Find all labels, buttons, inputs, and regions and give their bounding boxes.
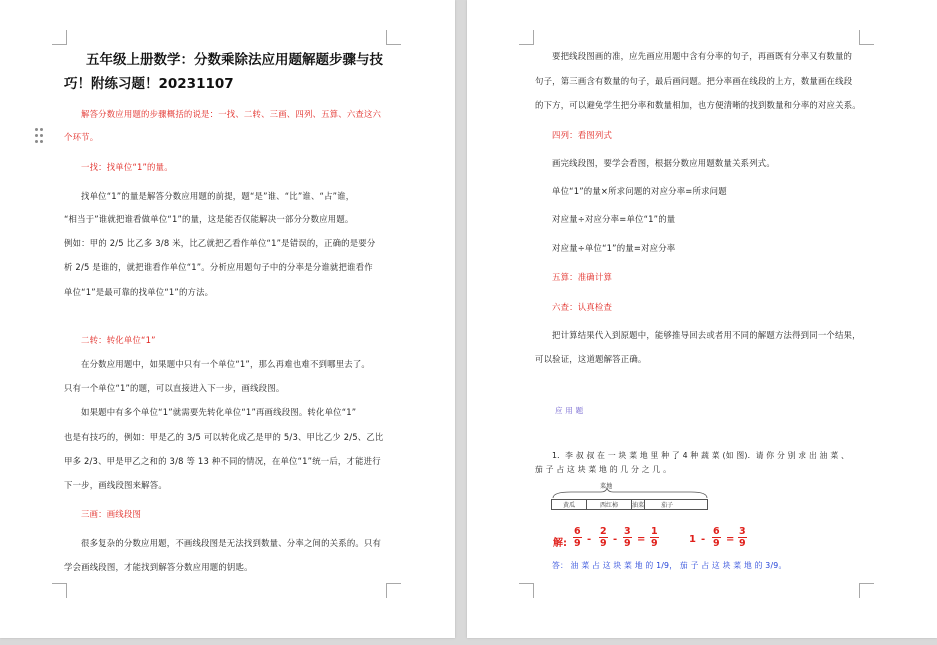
- fraction-result: $\frac{1}{9}$: [651, 526, 658, 549]
- margin-mark-bottom-right: [859, 583, 874, 598]
- margin-mark-top-left: [519, 30, 534, 45]
- equals-sign: =: [726, 534, 735, 545]
- step2-line: 如果题中有多个单位“1”就需要先转化单位“1”再画线段图。转化单位“1”: [81, 407, 357, 417]
- step1-line: 单位“1”是最可靠的找单位“1”的方法。: [64, 287, 214, 297]
- fraction: $\frac{2}{9}$: [600, 526, 607, 549]
- minus-sign: -: [587, 534, 592, 545]
- fraction: $\frac{3}{9}$: [624, 526, 631, 549]
- step1-line: 找单位“1”的量是解答分数应用题的前提，题“是”谁、“比”谁、“占”谁，: [81, 191, 355, 201]
- step6-heading: 六查：认真检查: [552, 302, 613, 312]
- step1-heading: 一找：找单位“1”的量。: [81, 162, 173, 172]
- step4-line: 对应量÷单位“1”的量=对应分率: [552, 243, 676, 253]
- margin-mark-bottom-right: [386, 583, 401, 598]
- equals-sign: =: [637, 534, 646, 545]
- answer-line: 答： 油 菜 占 这 块 菜 地 的 1/9， 茄 子 占 这 块 菜 地 的 3/9。: [552, 561, 787, 570]
- paragraph-line: 的下方，可以避免学生把分率和数量相加，也方便清晰的找到数量和分率的对应关系。: [535, 100, 861, 110]
- minus-sign: -: [701, 534, 706, 545]
- segment-tomato: 西红柿: [586, 499, 632, 510]
- diagram-brace-label: 菜地: [600, 483, 613, 490]
- paragraph-line: 要把线段图画的准，应先画应用题中含有分率的句子，再画既有分率又有数量的: [552, 51, 853, 61]
- problem-line-1: 1．李 叔 叔 在 一 块 菜 地 里 种 了 4 种 蔬 菜 (如 图)．请 你 分 别 求 出 油 菜 、: [552, 451, 849, 460]
- step4-line: 画完线段图，要学会看图，根据分数应用题数量关系列式。: [552, 158, 775, 168]
- fraction: $\frac{6}{9}$: [713, 526, 720, 549]
- step3-heading: 三画：画线段图: [81, 509, 142, 519]
- margin-mark-bottom-left: [519, 583, 534, 598]
- step6-line: 可以验证，这道题解答正确。: [535, 354, 647, 364]
- fraction: $\frac{6}{9}$: [574, 526, 581, 549]
- drag-handle-icon[interactable]: [35, 128, 45, 144]
- margin-mark-top-left: [52, 30, 67, 45]
- document-page-right: [467, 0, 937, 638]
- fraction-result: $\frac{3}{9}$: [739, 526, 746, 549]
- intro-line-2: 个环节。: [64, 132, 99, 142]
- segment-eggplant: 茄子: [644, 499, 708, 510]
- step6-line: 把计算结果代入到原题中，能够推导回去或者用不同的解题方法得到同一个结果，: [552, 330, 861, 340]
- solution-label: 解:: [553, 538, 567, 549]
- step1-line: 析 2/5 是谁的，就把谁看作单位“1”。分析应用题句子中的分率是分谁就把谁看作: [64, 262, 373, 272]
- step2-line: 下一步，画线段图来解答。: [64, 480, 167, 490]
- step2-line: 甲多 2/3、甲是甲乙之和的 3/8 等 13 种不同的情况，在单位“1”统一后，才能进行: [64, 456, 381, 466]
- paragraph-line: 句子，第三画含有数量的句子，最后画问题。把分率画在线段的上方，数量画在线段: [535, 76, 853, 86]
- step3-line: 很多复杂的分数应用题，不画线段图是无法找到数量、分率之间的关系的。只有: [81, 538, 382, 548]
- document-page-left: [0, 0, 455, 638]
- margin-mark-bottom-left: [52, 583, 67, 598]
- margin-mark-top-right: [859, 30, 874, 45]
- step4-line: 对应量÷对应分率=单位“1”的量: [552, 214, 676, 224]
- minus-sign: -: [613, 534, 618, 545]
- step5-heading: 五算：准确计算: [552, 272, 613, 282]
- step1-line: “相当于”谁就把谁看做单位“1”的量，这是能否仅能解决一部分分数应用题。: [64, 214, 354, 224]
- segment-cucumber: 黄瓜: [551, 499, 587, 510]
- whole-number: 1: [689, 534, 696, 545]
- document-title-line1: 五年级上册数学：分数乘除法应用题解题步骤与技: [86, 52, 383, 68]
- margin-mark-top-right: [386, 30, 401, 45]
- document-title-line2: 巧！附练习题！20231107: [64, 76, 234, 92]
- step4-heading: 四列：看图列式: [552, 130, 613, 140]
- step1-line: 例如：甲的 2/5 比乙多 3/8 米，比乙就把乙看作单位“1”是错误的，正确的是要分: [64, 238, 376, 248]
- step2-line: 在分数应用题中，如果题中只有一个单位“1”，那么再难也难不到哪里去了。: [81, 359, 371, 369]
- step4-line: 单位“1”的量×所求问题的对应分率=所求问题: [552, 186, 727, 196]
- step3-line: 学会画线段图，才能找到解答分数应用题的钥匙。: [64, 562, 253, 572]
- intro-line-1: 解答分数应用题的步骤概括的说是：一找、二转、三画、四列、五算、六查这六: [81, 109, 382, 119]
- segment-rapeseed: 油菜: [631, 499, 645, 510]
- practice-heading: 应 用 题: [555, 406, 584, 415]
- step2-line: 只有一个单位“1”的题，可以直接进入下一步，画线段图。: [64, 383, 285, 393]
- step2-line: 也是有技巧的，例如：甲是乙的 3/5 可以转化成乙是甲的 5/3、甲比乙少 2/5、乙比: [64, 432, 384, 442]
- step2-heading: 二转：转化单位“1”: [81, 335, 156, 345]
- problem-line-2: 茄 子 占 这 块 菜 地 的 几 分 之 几 。: [535, 465, 672, 474]
